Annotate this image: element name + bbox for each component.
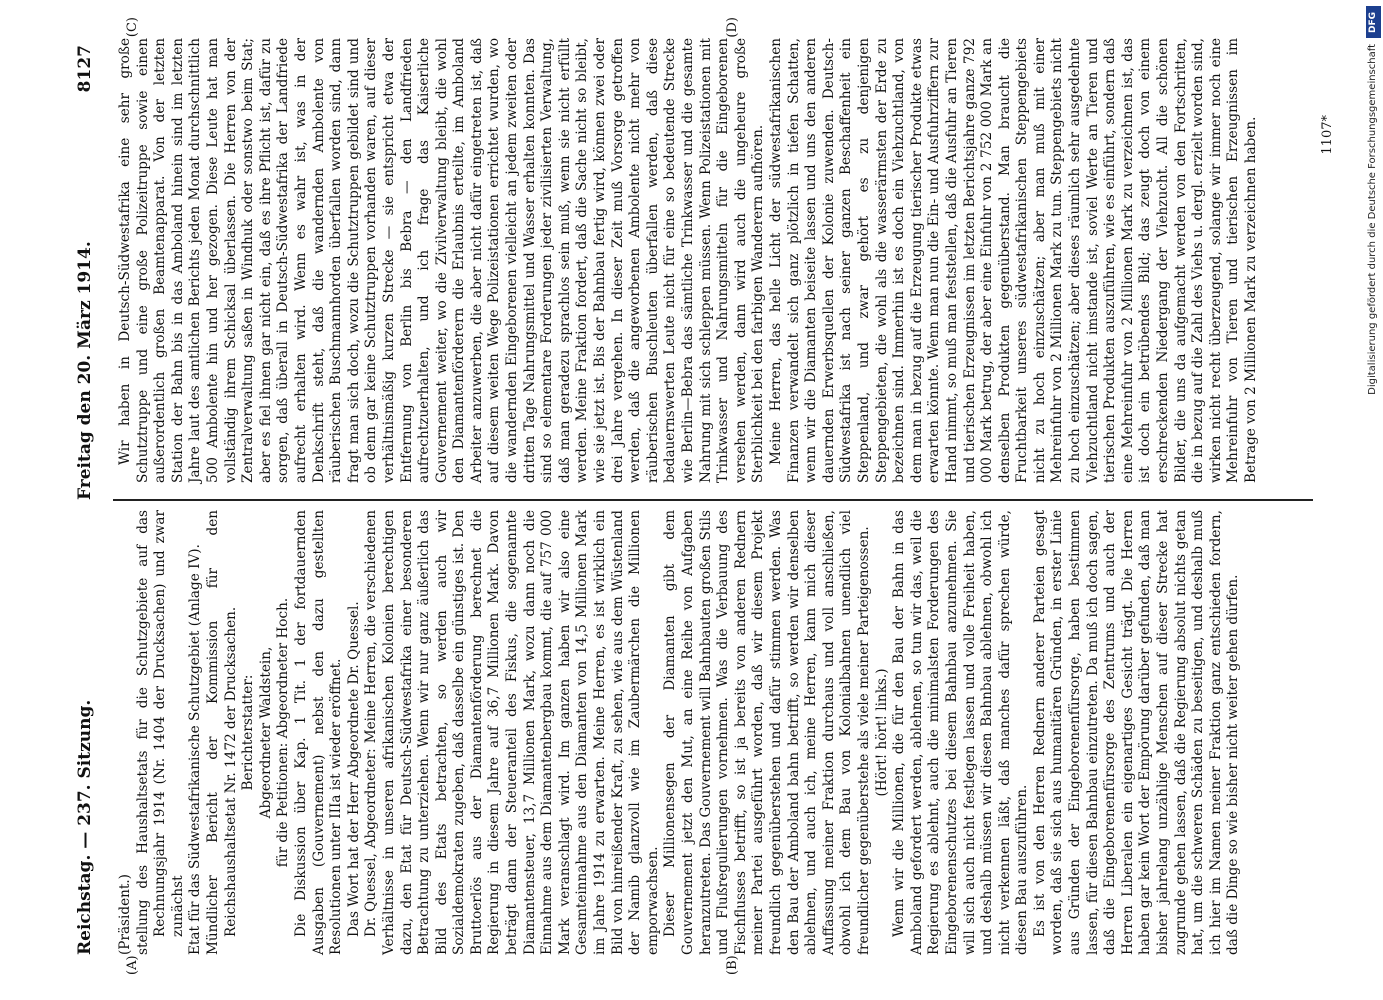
- paragraph: Meine Herren, das helle Licht der südwestafrikanischen Finanzen verwandelt sich ganz plötzlich in tiefen Schatten, wenn wir die Diamanten beiseite lassen und uns den anderen dauernden Erwerbsquellen der Kolonie zuwenden. Deutsch-Südwestafrika ist nach seiner ganzen Beschaffenheit ein Steppenland, und zwar gehört es zu denjenigen Steppengebieten, die wohl als die wasserärmsten der Erde zu bezeichnen sind. Immerhin ist es doch ein Viehzuchtland, von dem man in bezug auf die Erzeugung tierischer Produkte etwas erwarten könnte. Wenn man nun die Ein- und Ausfuhrziffern zur Hand nimmt, so muß man feststellen, daß die Ausfuhr an Tieren und tierischen Erzeugnissen im letzten Berichtsjahre ganze 792 000 Mark betrug, der aber eine Einfuhr von 2 752 000 Mark an denselben Produkten gegenüberstand. Man braucht die Fruchtbarkeit unseres südwestafrikanischen Steppengebiets nicht zu hoch einzuschätzen; aber man muß mit einer Mehreinfuhr von 2 Millionen Mark zu tun. Steppengebiets nicht zu hoch einzuschätzen; aber dieses räumlich sehr ausgedehnte Viehzuchtland nicht imstande ist, soviel Werte an Tieren und tierischen Produkten auszuführen, wie es einführt, sondern daß eine Mehreinfuhr von 2 Millionen Mark zu verzeichnen ist, das ist doch ein betrübendes Bild; das zeugt doch von einem erschreckenden Niedergang der Viehzucht. All die schönen Bilder, die uns da aufgemacht werden von den Fortschritten, die in bezug auf die Zahl des Viehs u. dergl. erzielt worden sind, wirken nicht recht überzeugend, solange wir immer noch eine Mehreinfuhr von Tieren und tierischen Erzeugnissen im Betrage von 2 Millionen Mark zu verzeichnen haben.: [767, 38, 1259, 483]
- rapporteur-name: Abgeordneter Waldstein,: [257, 646, 274, 819]
- paragraph: Wenn wir die Millionen, die für den Bau der Bahn in das Amboland gefordert werden, ablehnen, so tun wir das, weil die Regierung es ablehnt, auch die minimalsten Forderungen des Eingeborenenschutzes bei diesem Bahnbau anzunehmen. Sie will sich auch nicht festlegen lassen und volle Freiheit haben, und deshalb müssen wir diesen Bahnbau ablehnen, obwohl ich nicht verkennen läßt, daß manches dafür sprechen würde, diesen Bau auszuführen.: [891, 510, 1031, 955]
- margin-marker-d: (D): [725, 17, 740, 38]
- column-divider: [113, 499, 1313, 501]
- paragraph: Es ist von den Herren Rednern anderer Parteien gesagt worden, daß sie sich aus humanitären Gründen, in erster Linie aus Gründen der Eingeborenenfürsorge, haben bestimmen lassen, für diesen Bahnbau einzutreten. Da muß ich doch sagen, daß die Eingeborenenfürsorge des Zentrums und auch der Herren Liberalen ein eigenartiges Gesicht trägt. Die Herren haben gar kein Wort der Empörung darüber gefunden, daß man bisher jahrelang unzählige Menschen auf dieser Strecke hat zugrunde gehen lassen, daß die Regierung absolut nichts getan hat, um die schweren Schäden zu beseitigen, und deshalb muß ich hier im Namen meiner Fraktion ganz entschieden fordern, daß die Dinge so wie bisher nicht weiter gehen dürfen.: [1031, 510, 1242, 955]
- paragraph: Das Wort hat der Herr Abgeordnete Dr. Quessel.: [345, 601, 362, 937]
- folio-mark: 1107*: [1320, 115, 1335, 155]
- paragraph: Dieser Millionensegen der Diamanten gibt dem Gouvernement jetzt den Mut, an eine Reihe von Aufgaben heranzutreten. Das Gouvernement will Bahnbauten großen Stils und Flußregulierungen vornehmen. Was die Verbauung des Fischflusses betrifft, so ist ja bereits von anderen Rednern meiner Partei ausgeführt worden, daß wir diesem Projekt freundlich gegenüberstehen und dafür stimmen werden. Was den Bau der Amboland bahn betrifft, so werden wir denselben ablehnen, und auch ich, meine Herren, kann mich dieser Auffassung meiner Fraktion durchaus und voll anschließen, obwohl ich dem Bau von Kolonialbahnen unendlich viel freundlicher gegenüberstehe als viele meiner Parteigenossen.: [662, 510, 872, 955]
- rotated-document-page: [45, 17, 1345, 975]
- margin-marker-c: (C): [125, 17, 140, 38]
- left-column: [117, 510, 1243, 955]
- header-session: Reichstag. — 237. Sitzung.: [75, 699, 95, 955]
- margin-marker-a: (A): [125, 955, 140, 975]
- interjection: (Hört! hört! links.): [873, 668, 890, 797]
- agenda-subitem: Etat für das Südwestafrikanische Schutzgebiet (Anlage IV).: [187, 544, 204, 955]
- agenda-item: stellung des Haushaltsetats für die Schutzgebiete auf das Rechnungsjahr 1914 (Nr. 1404 der Drucksachen) und zwar zunächst: [134, 510, 186, 955]
- speaker-tag: (Präsident.): [117, 874, 133, 955]
- rapporteur-label: Berichterstatter:: [240, 674, 257, 791]
- paragraph: Die Diskussion über Kap. 1 Tit. 1 der fortdauernden Ausgaben (Gouvernement) nebst den dazu gestellten Resolutionen unter IIIa ist wieder eröffnet.: [292, 510, 345, 955]
- petitions-rapporteur: für die Petitionen: Abgeordneter Hoch.: [275, 597, 292, 868]
- right-column: [117, 38, 1261, 483]
- header-date: Freitag den 20. März 1914.: [75, 241, 95, 500]
- paragraph: Wir haben in Deutsch-Südwestafrika eine sehr große Schutztruppe und eine große Polizeitruppe sowie einen außerordentlich großen Beamtenapparat. Von der letzten Station der Bahn bis in das Amboland hinein sind im letzten Jahre laut des amtlichen Berichts jeden Monat durchschnittlich 500 Ambolente hin und her gezogen. Diese Leute hat man vollständig ihrem Schicksal überlassen. Die Herren von der Zentralverwaltung saßen in Windhuk oder sonstwo beim Stat; aber es fiel ihnen gar nicht ein, daß es ihre Pflicht ist, dafür zu sorgen, daß überall in Deutsch-Südwestafrika der Landfriede aufrecht erhalten wird. Wenn es wahr ist, was in der Denkschrift steht, daß die wandernden Ambolente von räuberischen Buschmannhorden überfallen worden sind, dann fragt man sich doch, wozu die Schutztruppen gebildet sind und ob denn gar keine Schutztruppen vorhanden waren, auf dieser verhältnismäßig kurzen Strecke — sie entspricht etwa der Entfernung von Berlin bis Bebra — den Landfrieden aufrechtzuerhalten, und ich frage das Kaiserliche Gouvernement weiter, wo die Zivilverwaltung bleibt, die wohl den Diamantenförderern die Erlaubnis erteilte, im Amboland Arbeiter anzuwerben, die aber nicht dafür eingetreten ist, daß auf diesem weiten Wege Polizeistationen errichtet wurden, wo die wandernden Eingeborenen vielleicht an jedem zweiten oder dritten Tage Nahrungsmittel und Wasser erhalten konnten. Das sind so elementare Forderungen jeder zivilisierten Verwaltung, daß man geradezu sprachlos sein muß, wenn sie nicht erfüllt werden. Meine Fraktion fordert, daß die Sache nicht so bleibt, wie sie jetzt ist. Bis der Bahnbau fertig wird, können zwei oder drei Jahre vergehen. In dieser Zeit muß Vorsorge getroffen werden, daß die angeworbenen Ambolente nicht mehr von räuberischen Buschleuten überfallen werden, daß diese bedauernswerten Leute nicht für eine so bedeutende Strecke wie Berlin—Bebra das sämtliche Trinkwasser und die gesamte Nahrung mit sich schleppen müssen. Wenn Polizeistationen mit Trinkwasser und Nahrungsmitteln für die Eingeborenen versehen werden, dann wird auch die ungeheure große Sterblichkeit bei den farbigen Wanderern aufhören.: [117, 38, 767, 483]
- committee-report: Mündlicher Bericht der Kommission für den Reichshaushaltsetat Nr. 1472 der Drucksachen.: [204, 510, 239, 955]
- paragraph: Dr. Quessel, Abgeordneter: Meine Herren, die verschiedenen Verhältnisse in unseren afrikanischen Kolonien berechtigen dazu, den Etat für Deutsch-Südwestafrika einer besonderen Betrachtung zu unterziehen. Wenn wir nur ganz äußerlich das Bild des Etats betrachten, so werden auch wir Sozialdemokraten zugeben, daß dasselbe ein günstiges ist. Den Bruttoerlös aus der Diamantenförderung berechnet die Regierung in diesem Jahre auf 36,7 Millionen Mark. Davon beträgt dann der Steueranteil des Fiskus, die sogenannte Diamantensteuer, 13,7 Millionen Mark, wozu dann noch die Einnahme aus dem Diamantenbergbau kommt, die auf 757 000 Mark veranschlagt wird. Im ganzen haben wir also eine Gesamteinnahme aus den Diamanten von 14,5 Millionen Mark im Jahre 1914 zu erwarten. Meine Herren, es ist wirklich ein Bild von hinreißender Kraft, zu sehen, wie aus dem Wüstenland der Namib glanzvoll wie im Zaubermärchen die Millionen emporwachsen.: [363, 510, 661, 955]
- digitization-strip: [1366, 0, 1383, 1000]
- margin-marker-b: (B): [725, 955, 740, 975]
- digitization-note: Digitalisierung gefördert durch die Deutsche Forschungsgemeinschaft: [1367, 44, 1378, 395]
- page-header: [75, 45, 109, 955]
- header-page-number: 8127: [75, 45, 95, 93]
- dfg-logo: DFG: [1366, 6, 1381, 38]
